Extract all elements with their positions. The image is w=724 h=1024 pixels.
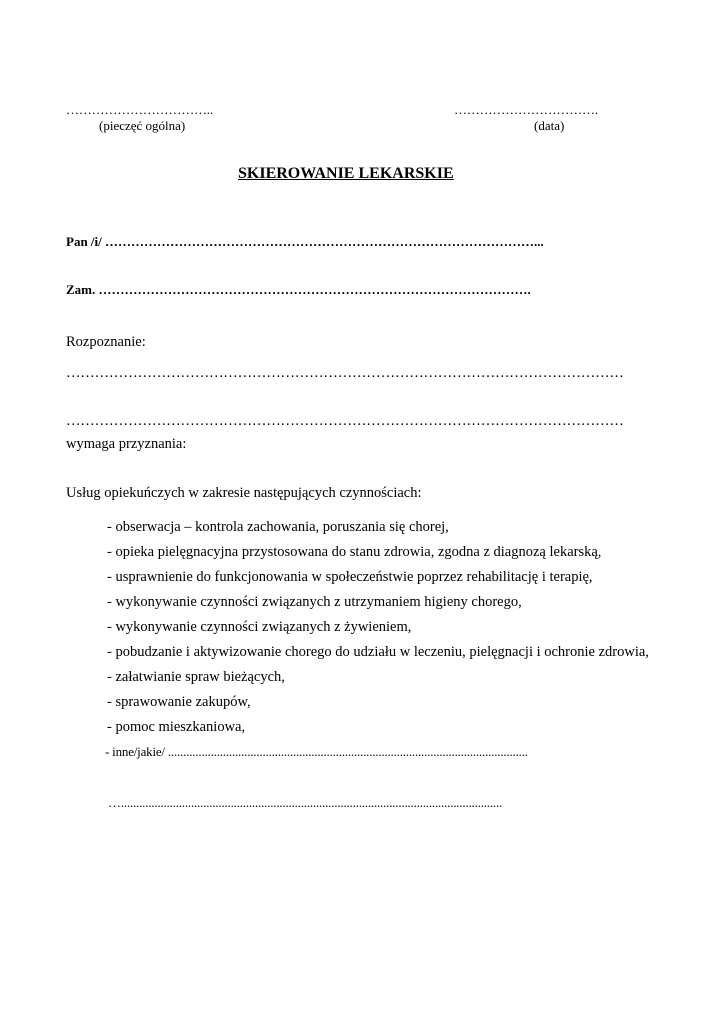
stamp-label: (pieczęć ogólna) xyxy=(99,118,186,133)
service-item: - opieka pielęgnacyjna przystosowana do stanu zdrowia, zgodna z diagnozą lekarską, xyxy=(107,544,602,560)
stamp-dots: …………………………….. xyxy=(66,102,213,117)
date-label: (data) xyxy=(534,118,565,133)
diagnosis-label: Rozpoznanie: xyxy=(66,334,146,350)
diagnosis-line-2: ……………………………………………………………………………………………………… xyxy=(66,413,624,429)
date-dots: ……………………………. xyxy=(454,102,598,117)
other-services-line: - inne/jakie/ ...................................................................................................................... xyxy=(105,744,528,759)
final-dots-line: …............................................................................................................................. xyxy=(108,795,503,810)
service-item: - obserwacja – kontrola zachowania, poruszania się chorej, xyxy=(107,519,449,535)
service-item: - wykonywanie czynności związanych z utrzymaniem higieny chorego, xyxy=(107,594,522,610)
document-title: SKIEROWANIE LEKARSKIE xyxy=(238,165,454,182)
services-intro: Usług opiekuńczych w zakresie następujących czynnościach: xyxy=(66,485,422,501)
diagnosis-line-1: ……………………………………………………………………………………………………… xyxy=(66,365,624,381)
service-item: - załatwianie spraw bieżących, xyxy=(107,669,285,685)
zam-field-line: Zam. ………………………………………………………………………………………. xyxy=(66,282,531,297)
requires-label: wymaga przyznania: xyxy=(66,436,187,452)
service-item: - pomoc mieszkaniowa, xyxy=(107,719,246,735)
service-item: - usprawnienie do funkcjonowania w społeczeństwie poprzez rehabilitację i terapię, xyxy=(107,569,593,585)
service-item: - pobudzanie i aktywizowanie chorego do udziału w leczeniu, pielęgnacji i ochronie zdrowia, xyxy=(107,644,649,660)
pan-field-line: Pan /i/ ………………………………………………………………………………………... xyxy=(66,234,544,249)
service-item: - wykonywanie czynności związanych z żywieniem, xyxy=(107,619,412,635)
service-item: - sprawowanie zakupów, xyxy=(107,694,251,710)
